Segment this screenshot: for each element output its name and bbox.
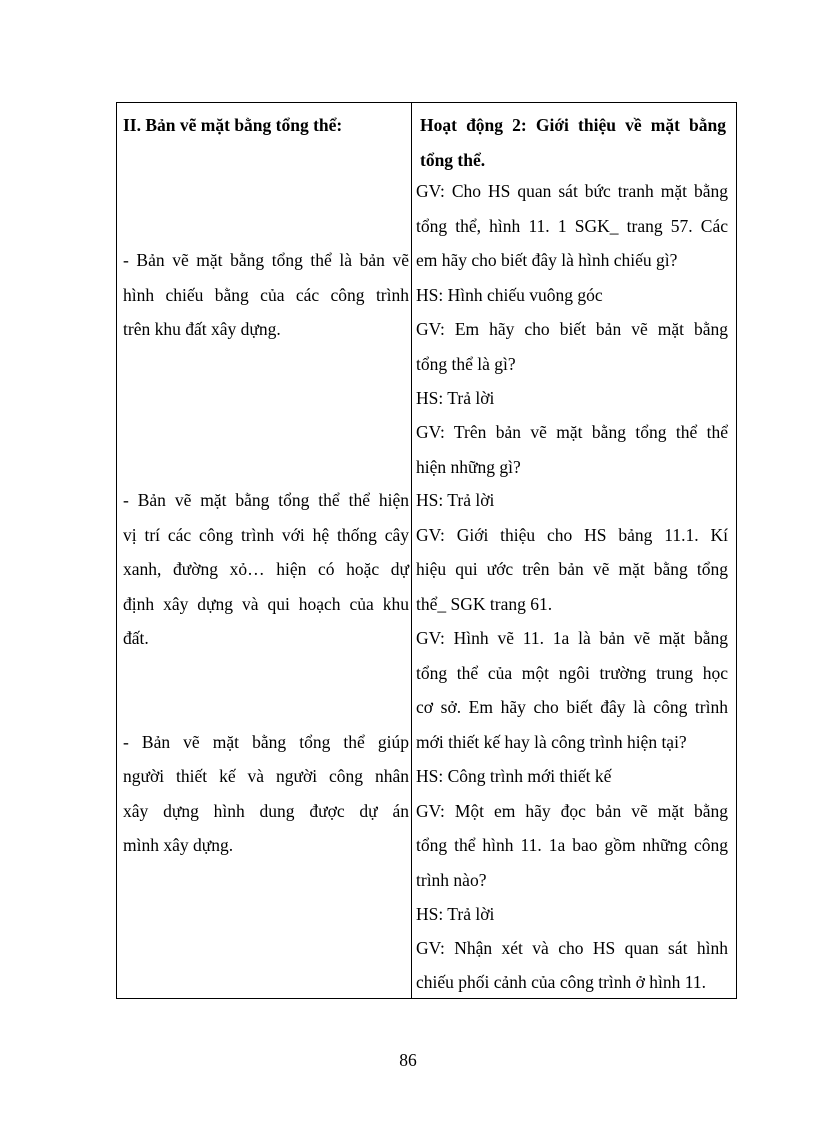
- point2-line: - Bản vẽ mặt bằng tổng thể thể hiện: [123, 490, 409, 510]
- page-number: 86: [399, 1050, 417, 1070]
- dialogue-line: tổng thể hình 11. 1a bao gồm những công: [416, 835, 728, 855]
- dialogue-line: em hãy cho biết đây là hình chiếu gì?: [416, 250, 678, 270]
- point3-line: người thiết kế và người công nhân: [123, 766, 409, 786]
- dialogue-line: HS: Trả lời: [416, 904, 495, 924]
- point1-line: hình chiếu bằng của các công trình: [123, 285, 409, 305]
- content-column: [117, 103, 412, 998]
- dialogue-line: hiệu qui ước trên bản vẽ mặt bằng tổng: [416, 559, 728, 579]
- dialogue-line: HS: Công trình mới thiết kế: [416, 766, 612, 786]
- dialogue-line: cơ sở. Em hãy cho biết đây là công trình: [416, 697, 728, 717]
- dialogue-line: mới thiết kế hay là công trình hiện tại?: [416, 732, 687, 752]
- dialogue-line: GV: Cho HS quan sát bức tranh mặt bằng: [416, 181, 728, 201]
- dialogue-line: HS: Trả lời: [416, 490, 495, 510]
- dialogue-line: chiếu phối cảnh của công trình ở hình 11.: [416, 972, 706, 992]
- dialogue-line: hiện những gì?: [416, 457, 521, 477]
- point3-line: mình xây dựng.: [123, 835, 234, 855]
- point2-line: định xây dựng và qui hoạch của khu: [123, 594, 409, 614]
- activity-column: [412, 103, 736, 998]
- point2-line: đất.: [123, 628, 149, 648]
- point3-line: - Bản vẽ mặt bằng tổng thể giúp: [123, 732, 409, 752]
- dialogue-line: HS: Trả lời: [416, 388, 495, 408]
- point2-line: vị trí các công trình với hệ thống cây: [123, 525, 409, 545]
- dialogue-line: GV: Hình vẽ 11. 1a là bản vẽ mặt bằng: [416, 628, 728, 648]
- dialogue-line: GV: Trên bản vẽ mặt bằng tổng thể thể: [416, 422, 728, 442]
- dialogue-line: tổng thể là gì?: [416, 354, 516, 374]
- dialogue-line: GV: Một em hãy đọc bản vẽ mặt bằng: [416, 801, 728, 821]
- point3-line: xây dựng hình dung được dự án: [123, 801, 409, 821]
- dialogue-line: GV: Em hãy cho biết bản vẽ mặt bằng: [416, 319, 728, 339]
- activity-title: tổng thể.: [420, 150, 486, 170]
- dialogue-line: GV: Giới thiệu cho HS bảng 11.1. Kí: [416, 525, 728, 545]
- dialogue-line: GV: Nhận xét và cho HS quan sát hình: [416, 938, 728, 958]
- dialogue-line: HS: Hình chiếu vuông góc: [416, 285, 603, 305]
- activity-title: Hoạt động 2: Giới thiệu về mặt bằng: [420, 115, 726, 135]
- point2-line: xanh, đường xỏ… hiện có hoặc dự: [123, 559, 409, 579]
- dialogue-line: thể_ SGK trang 61.: [416, 594, 553, 614]
- dialogue-line: tổng thể, hình 11. 1 SGK_ trang 57. Các: [416, 216, 728, 236]
- lesson-table: [116, 102, 737, 999]
- point1-line: - Bản vẽ mặt bằng tổng thể là bản vẽ: [123, 250, 409, 270]
- section-heading: II. Bản vẽ mặt bằng tổng thể:: [123, 115, 343, 135]
- dialogue-line: tổng thể của một ngôi trường trung học: [416, 663, 728, 683]
- dialogue-line: trình nào?: [416, 870, 487, 890]
- point1-line: trên khu đất xây dựng.: [123, 319, 281, 339]
